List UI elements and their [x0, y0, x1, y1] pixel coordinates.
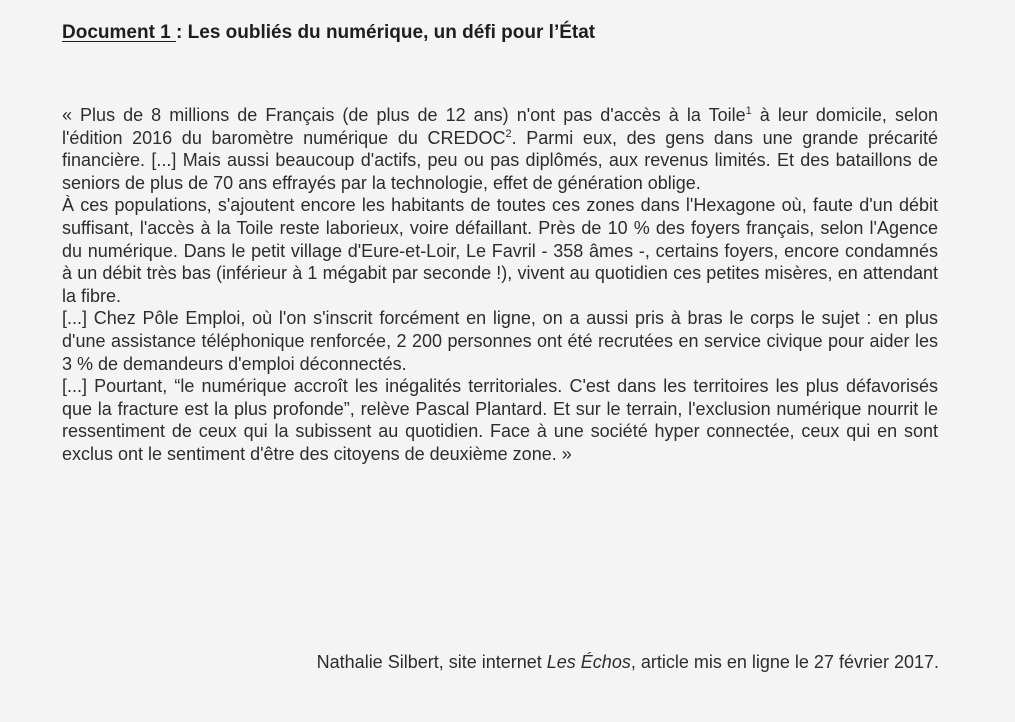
- paragraph-1-part-a: « Plus de 8 millions de Français (de plus de 12 ans) n'ont pas d'accès à la Toile: [62, 105, 746, 125]
- paragraph-4: [...] Pourtant, “le numérique accroît les inégalités territoriales. C'est dans les territoires les plus défavorisés que la fracture est la plus profonde”, relève Pascal Plantard. Et sur le terrain, l'exclusion numérique nourrit le ressentiment de ceux qui la subissent au quotidien. Face à une société hyper connectée, ceux qui en sont exclus ont le sentiment d'être des citoyens de deuxième zone. »: [62, 376, 938, 464]
- source-citation: [317, 652, 939, 673]
- source-author: Nathalie Silbert, site internet: [316, 652, 547, 672]
- paragraph-1: [62, 104, 938, 194]
- source-date: , article mis en ligne le 27 février 2017.: [630, 652, 939, 672]
- paragraph-1-part-c: . Parmi eux, des gens dans une grande précarité financière. [...] Mais aussi beaucoup d'actifs, peu ou pas diplômés, aux revenus limités. Et des bataillons de seniors de plus de 70 ans effrayés par la technologie, effet de génération oblige.: [62, 127, 938, 193]
- paragraph-3: [...] Chez Pôle Emploi, où l'on s'inscrit forcément en ligne, on a aussi pris à bras le corps le sujet : en plus d'une assistance téléphonique renforcée, 2 200 personnes ont été recrutées en service civique pour aider les 3 % de demandeurs d'emploi déconnectés.: [62, 308, 938, 374]
- document-heading: [62, 22, 595, 44]
- paragraph-2: À ces populations, s'ajoutent encore les habitants de toutes ces zones dans l'Hexagone où, faute d'un débit suffisant, l'accès à la Toile reste laborieux, voire défaillant. Près de 10 % des foyers français, selon l'Agence du numérique. Dans le petit village d'Eure-et-Loir, Le Favril - 358 âmes -, certains foyers, encore condamnés à un débit très bas (inférieur à 1 mégabit par seconde !), vivent au quotidien ces petites misères, en attendant la fibre.: [62, 195, 938, 306]
- heading-separator: :: [176, 22, 188, 43]
- source-publication: Les Échos: [546, 652, 631, 672]
- footnote-ref-1: 1: [745, 105, 752, 117]
- paragraph-1-part-b: à leur domicile, selon l'édition 2016 du baromètre numérique du CREDOC: [62, 105, 938, 148]
- footnote-ref-2: 2: [505, 127, 512, 140]
- document-label: Document 1: [62, 22, 177, 43]
- article-body: [62, 104, 938, 466]
- document-title: Les oubliés du numérique, un défi pour l’État: [187, 22, 596, 43]
